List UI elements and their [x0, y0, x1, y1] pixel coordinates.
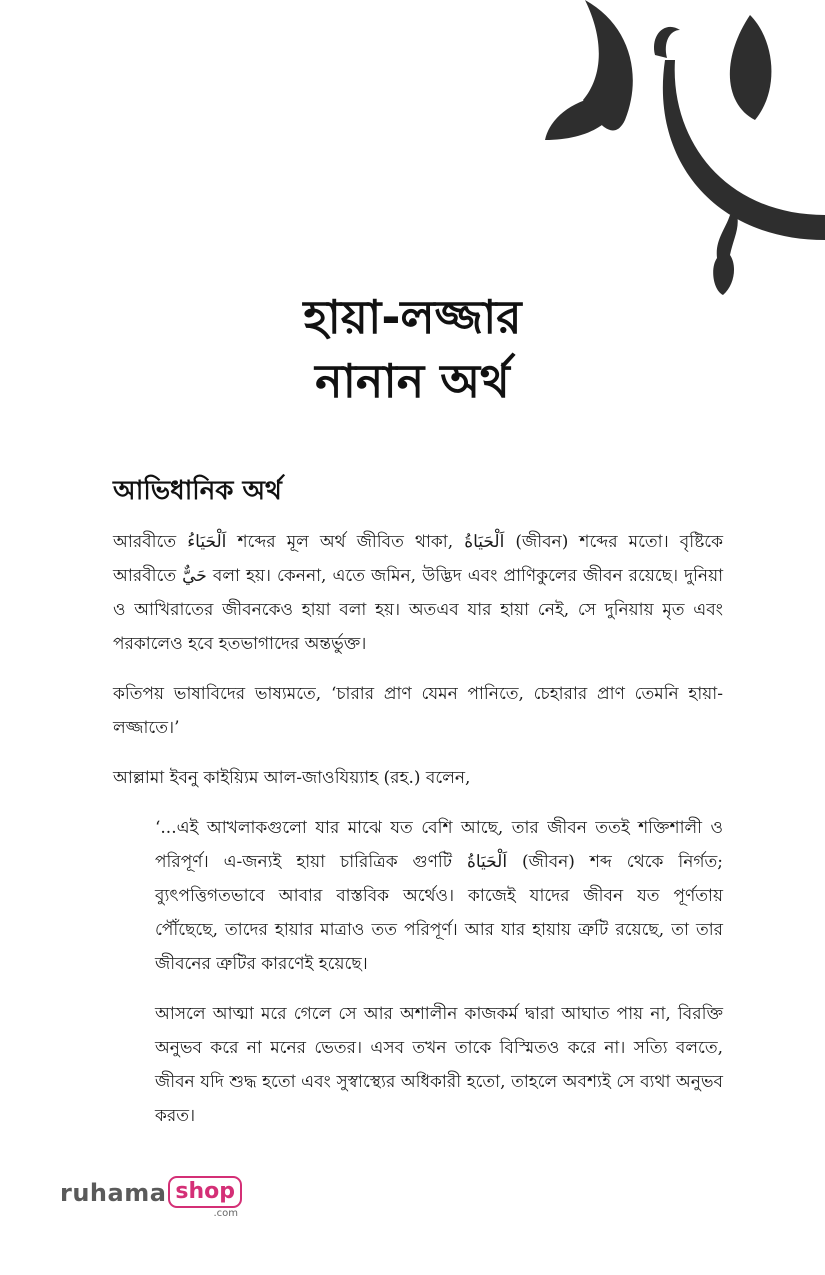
chapter-title-line2: নানান অর্থ	[315, 354, 510, 408]
body-text	[113, 525, 723, 1149]
paragraph-2: কতিপয় ভাষাবিদের ভাষ্যমতে, ‘চারার প্রাণ যেমন পানিতে, চেহারার প্রাণ তেমনি হায়া-লজ্জাতে।’	[113, 684, 723, 738]
logo-shop-wrap	[166, 1176, 242, 1219]
block-quote	[155, 811, 723, 1133]
paragraph-3: আল্লামা ইবনু কাইয়্যিম আল-জাওযিয়্যাহ (রহ.) বলেন,	[113, 768, 471, 788]
ruhamashop-logo	[60, 1176, 242, 1219]
paragraph-1: আরবীতে اَلْحَيَاءُ শব্দের মূল অর্থ জীবিত থাকা, اَلْحَيَاةُ (জীবন) শব্দের মতো। বৃষ্টিকে আরবীতে حَيٌّ বলা হয়। কেননা, এতে জমিন, উদ্ভিদ এবং প্রাণিকুলের জীবন রয়েছে। দুনিয়া ও আখিরাতের জীবনকেও হায়া বলা হয়। অতএব যার হায়া নেই, সে দুনিয়ায় মৃত এবং পরকালেও হবে হতভাগাদের অন্তর্ভুক্ত।	[113, 532, 724, 654]
chapter-title-line1: হায়া-লজ্জার	[303, 290, 522, 344]
quote-paragraph-2: আসলে আত্মা মরে গেলে সে আর অশালীন কাজকর্ম দ্বারা আঘাত পায় না, বিরক্তি অনুভব করে না মনের ভেতর। এসব তখন তাকে বিস্মিতও করে না। সত্যি বলতে, জীবন যদি শুদ্ধ হতো এবং সুস্বাস্থ্যের অধিকারী হতো, তাহলে অবশ্যই সে ব্যথা অনুভব করত।	[155, 1004, 723, 1126]
chapter-title	[0, 285, 825, 413]
logo-ruhama-text: ruhama	[60, 1179, 167, 1207]
quote-paragraph-1: ‘...এই আখলাকগুলো যার মাঝে যত বেশি আছে, তার জীবন ততই শক্তিশালী ও পরিপূর্ণ। এ-জন্যই হায়া চারিত্রিক গুণটি اَلْحَيَاةُ (জীবন) শব্দ থেকে নির্গত; ব্যুৎপত্তিগতভাবে আবার বাস্তবিক অর্থেও। কাজেই যাদের জীবন যত পূর্ণতায় পৌঁছেছে, তাদের হায়ার মাত্রাও তত পরিপূর্ণ। আর যার হায়ায় ত্রুটি রয়েছে, তা তার জীবনের ত্রুটির কারণেই হয়েছে।	[155, 818, 723, 974]
vine-leaf-ornament	[525, 0, 825, 300]
section-heading: আভিধানিক অর্থ	[113, 476, 282, 506]
logo-shop-text: shop	[168, 1176, 242, 1208]
logo-com-text: .com	[213, 1208, 239, 1219]
